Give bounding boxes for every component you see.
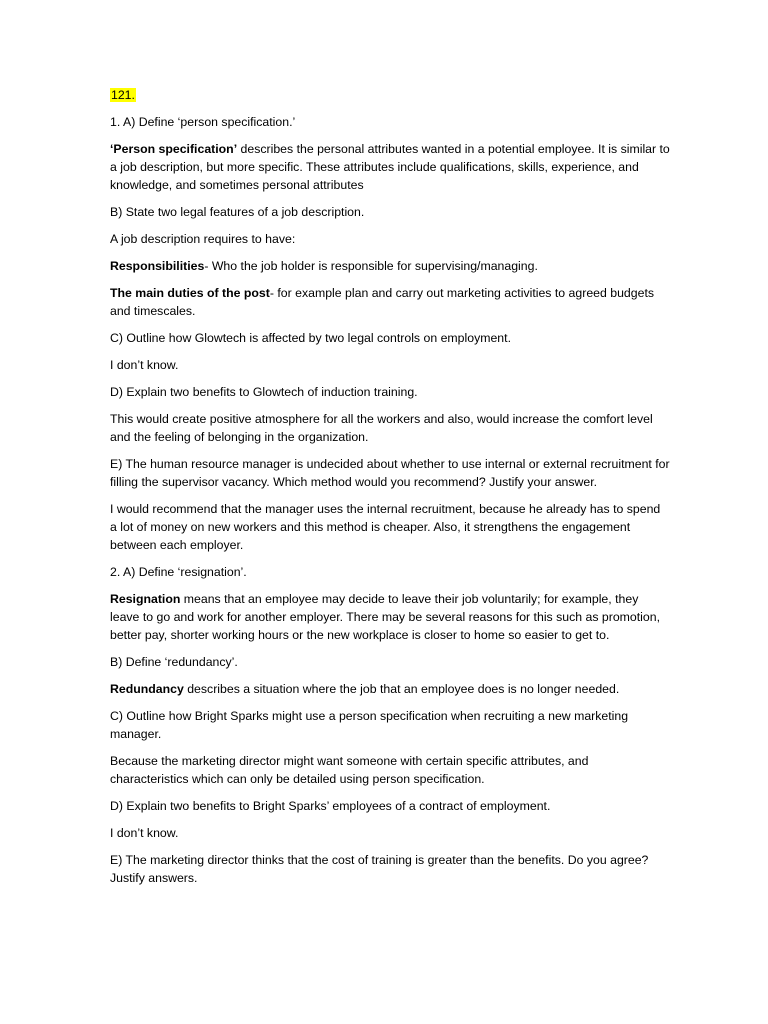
answer-1b-responsibilities: Responsibilities- Who the job holder is responsible for supervising/managing. xyxy=(110,259,538,273)
question-2e: E) The marketing director thinks that the cost of training is greater than the benefits. Do you agree? Justify answers. xyxy=(110,853,649,885)
answer-2a-term: Resignation xyxy=(110,592,181,606)
question-1c: C) Outline how Glowtech is affected by two legal controls on employment. xyxy=(110,331,511,345)
answer-2d: I don’t know. xyxy=(110,826,179,840)
document-page xyxy=(110,86,670,896)
question-1b: B) State two legal features of a job description. xyxy=(110,205,365,219)
answer-2b: Redundancy describes a situation where the job that an employee does is no longer needed. xyxy=(110,682,620,696)
question-number xyxy=(110,86,670,104)
question-1a: 1. A) Define ‘person specification.’ xyxy=(110,115,296,129)
answer-1a: ‘Person specification’ describes the personal attributes wanted in a potential employee. It is similar to a job description, but more specific. These attributes include qualifications, skills, experience, and knowledge, and sometimes personal attributes xyxy=(110,142,670,192)
answer-1b-main-duties-term: The main duties of the post xyxy=(110,286,270,300)
answer-1a-term: ‘Person specification’ xyxy=(110,142,238,156)
answer-1e: I would recommend that the manager uses the internal recruitment, because he already has to spend a lot of money on new workers and this method is cheaper. Also, it strengthens the engagement between each employer. xyxy=(110,502,661,552)
answer-1b-responsibilities-term: Responsibilities xyxy=(110,259,205,273)
answer-2c: Because the marketing director might want someone with certain specific attributes, and characteristics which can only be detailed using person specification. xyxy=(110,754,589,786)
answer-1b-main-duties: The main duties of the post- for example plan and carry out marketing activities to agreed budgets and timescales. xyxy=(110,286,655,318)
question-2b: B) Define ‘redundancy’. xyxy=(110,655,238,669)
question-2d: D) Explain two benefits to Bright Sparks’ employees of a contract of employment. xyxy=(110,799,551,813)
answer-2b-term: Redundancy xyxy=(110,682,184,696)
answer-1c: I don’t know. xyxy=(110,358,179,372)
answer-1b-intro: A job description requires to have: xyxy=(110,232,296,246)
answer-2a: Resignation means that an employee may decide to leave their job voluntarily; for example, they leave to go and work for another employer. There may be several reasons for this such as promotion, better pay, shorter working hours or the new workplace is closer to home so easier to get to. xyxy=(110,592,661,642)
question-1d: D) Explain two benefits to Glowtech of induction training. xyxy=(110,385,418,399)
question-number-highlight: 121. xyxy=(111,88,135,102)
question-1e: E) The human resource manager is undecided about whether to use internal or external recruitment for filling the supervisor vacancy. Which method would you recommend? Justify your answer. xyxy=(110,457,670,489)
answer-1d: This would create positive atmosphere for all the workers and also, would increase the comfort level and the feeling of belonging in the organization. xyxy=(110,412,653,444)
question-2a: 2. A) Define ‘resignation’. xyxy=(110,565,247,579)
question-2c: C) Outline how Bright Sparks might use a person specification when recruiting a new marketing manager. xyxy=(110,709,629,741)
